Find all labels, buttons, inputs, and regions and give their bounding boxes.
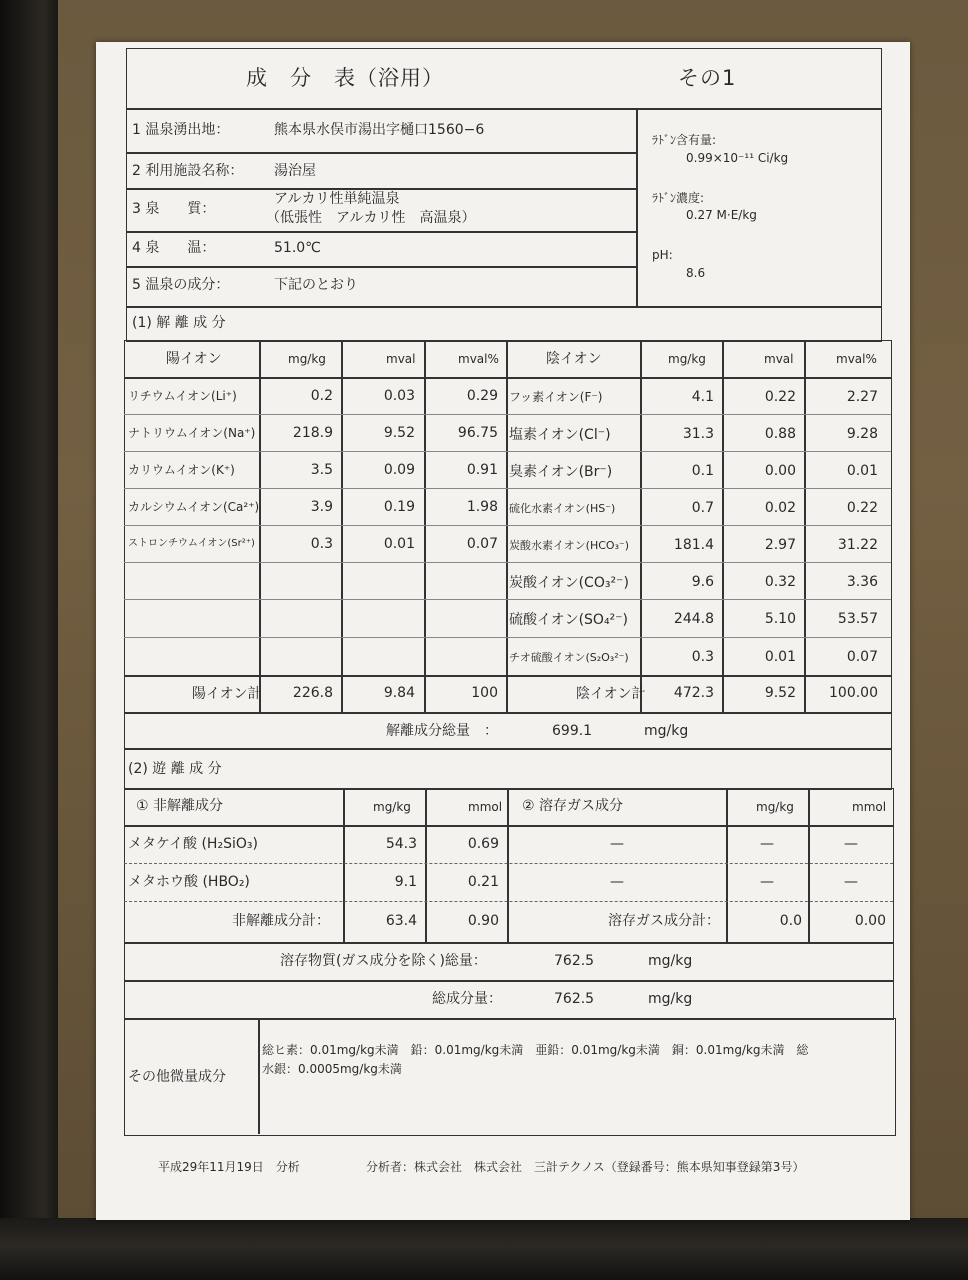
section2-title: (2) 遊 離 成 分 [128,761,222,777]
anion-row-pct: 2.27 [846,389,878,405]
anion-row-name: チオ硫酸イオン(S₂O₃²⁻) [509,651,629,664]
cation-row-mval: 9.52 [383,425,415,441]
info-facility-value: 湯治屋 [274,163,316,179]
cation-total-mg: 226.8 [292,685,333,701]
anion-row-pct: 3.36 [846,574,878,590]
cation-header-pct: mval% [458,352,499,366]
cation-row-mg: 0.2 [310,388,333,404]
nondiss-row-mg: 54.3 [385,836,417,852]
cation-header-mval: mval [386,352,416,366]
cation-row-mval: 0.01 [383,536,415,552]
anion-row-mg: 31.3 [682,426,714,442]
anion-row-mval: 2.97 [764,537,796,553]
nondiss-total-label: 非解離成分計： [232,913,330,929]
grand-total-label: 総成分量： [432,991,502,1007]
gas-total-mmol: 0.00 [854,913,886,929]
cation-row-name: カリウムイオン(K⁺) [128,463,235,477]
cation-header-name: 陽イオン [166,351,222,367]
cation-total-mval: 9.84 [383,685,415,701]
analysis-date: 平成29年11月19日 分析 [158,1160,300,1174]
info-components-label: 5 温泉の成分： [132,277,230,293]
solutes-total-box [124,942,894,982]
anion-row-pct: 31.22 [837,537,878,553]
frame-left-edge [0,0,58,1280]
anion-row-name: フッ素イオン(F⁻) [509,390,603,404]
cation-row-pct: 0.29 [466,388,498,404]
anion-row-pct: 0.22 [846,500,878,516]
trace-line-1: 総ヒ素：0.01mg/kg未満 鉛：0.01mg/kg未満 亜鉛：0.01mg/kg未満 銅：0.01mg/kg未満 総 [262,1043,809,1057]
gas-total-mg: 0.0 [779,913,802,929]
nondiss-total-mmol: 0.90 [467,913,499,929]
nondiss-row-mmol: 0.69 [467,836,499,852]
cation-header-mg: mg/kg [288,352,326,366]
anion-row-mval: 0.00 [764,463,796,479]
trace-label: その他微量成分 [128,1069,226,1085]
anion-row-name: 炭酸水素イオン(HCO₃⁻) [509,539,630,552]
cation-row-pct: 1.98 [466,499,498,515]
radon-conc-value: 0.27 M·E/kg [686,208,757,222]
section2-box [124,748,892,790]
anion-row-name: 炭酸イオン(CO₃²⁻) [509,575,629,591]
nondiss-row-name: メタケイ酸 (H₂SiO₃) [128,836,258,852]
grand-total-value: 762.5 [554,991,595,1007]
anion-row-mg: 0.3 [691,649,714,665]
gas-row-mmol: — [844,836,858,852]
anion-row-mval: 0.02 [764,500,796,516]
cation-row-name: ストロンチウムイオン(Sr²⁺) [128,538,255,549]
anion-header-name: 陰イオン [546,351,602,367]
gas-row-mg: — [760,836,774,852]
info-quality-value2: （低張性 アルカリ性 高温泉） [266,210,476,226]
anion-row-mg: 0.1 [691,463,714,479]
trace-line-2: 水銀：0.0005mg/kg未満 [262,1062,402,1076]
gas-row-name: — [610,836,624,852]
anion-total-pct: 100.00 [829,685,878,701]
anion-header-pct: mval% [836,352,877,366]
anion-row-mg: 181.4 [673,537,714,553]
nondiss-row-mg: 9.1 [394,874,417,890]
gas-header-mg: mg/kg [756,800,794,814]
nondiss-header-mmol: mmol [468,800,503,814]
trace-box [124,1018,896,1136]
anion-total-mval: 9.52 [764,685,796,701]
info-quality-value: アルカリ性単純温泉 [274,191,400,207]
analysis-sheet [96,42,910,1220]
cation-row-mg: 0.3 [310,536,333,552]
anion-total-mg: 472.3 [673,685,714,701]
ph-label: pH: [652,248,673,262]
radon-conc-label: ﾗﾄﾞﾝ濃度: [652,191,705,205]
dissociated-total-value: 699.1 [552,723,593,739]
solutes-total-label: 溶存物質(ガス成分を除く)総量： [280,953,487,969]
dissociated-total-box [124,712,892,750]
anion-total-label: 陰イオン計 [576,686,646,702]
anion-row-mg: 0.7 [691,500,714,516]
gas-header-name: ② 溶存ガス成分 [522,798,624,814]
anion-row-mg: 9.6 [691,574,714,590]
grand-total-box [124,980,894,1020]
cation-row-mval: 0.19 [383,499,415,515]
anion-row-pct: 53.57 [837,611,878,627]
cation-total-pct: 100 [471,685,498,701]
radon-content-value: 0.99×10⁻¹¹ Ci/kg [686,151,789,165]
gas-row-name: — [610,874,624,890]
nondiss-total-mg: 63.4 [385,913,417,929]
gas-row-mmol: — [844,874,858,890]
info-quality-label: 3 泉 質： [132,201,216,217]
sheet-title: 成 分 表（浴用） [246,66,444,90]
anion-row-name: 臭素イオン(Br⁻) [509,464,613,480]
analyst-info: 分析者：株式会社 株式会社 三計テクノス（登録番号：熊本県知事登録第3号） [366,1160,805,1174]
info-box [126,108,882,308]
anion-row-mval: 0.01 [764,649,796,665]
info-facility-label: 2 利用施設名称： [132,163,244,179]
anion-row-mval: 0.32 [764,574,796,590]
cation-row-mval: 0.03 [383,388,415,404]
nondiss-header-name: ① 非解離成分 [136,798,224,814]
cation-row-pct: 0.91 [466,462,498,478]
anion-row-mg: 4.1 [691,389,714,405]
cation-row-pct: 0.07 [466,536,498,552]
gas-total-label: 溶存ガス成分計： [608,913,720,929]
cation-row-name: ナトリウムイオン(Na⁺) [128,426,256,440]
cation-row-mg: 3.9 [310,499,333,515]
cation-row-pct: 96.75 [457,425,498,441]
nondiss-header-mg: mg/kg [373,800,411,814]
cation-row-name: カルシウムイオン(Ca²⁺) [128,500,260,514]
title-box [126,48,882,110]
solutes-total-unit: mg/kg [648,953,693,969]
ph-value: 8.6 [686,266,706,280]
anion-row-name: 硫化水素イオン(HS⁻) [509,502,616,515]
anion-row-pct: 0.07 [846,649,878,665]
nondiss-row-name: メタホウ酸 (HBO₂) [128,874,250,890]
dissociated-total-unit: mg/kg [644,723,689,739]
frame-bottom-edge [0,1218,968,1280]
gas-row-mg: — [760,874,774,890]
anion-row-mg: 244.8 [673,611,714,627]
anion-row-mval: 0.88 [764,426,796,442]
anion-row-pct: 0.01 [846,463,878,479]
info-components-value: 下記のとおり [274,277,358,293]
section1-box [126,306,882,342]
anion-header-mval: mval [764,352,794,366]
info-location-label: 1 温泉湧出地： [132,122,230,138]
radon-content-label: ﾗﾄﾞﾝ含有量: [652,133,717,147]
section1-title: (1) 解 離 成 分 [132,315,226,331]
grand-total-unit: mg/kg [648,991,693,1007]
solutes-total-value: 762.5 [554,953,595,969]
cation-row-mval: 0.09 [383,462,415,478]
dissociated-total-label: 解離成分総量 ： [386,723,498,739]
sheet-number: その1 [678,66,737,90]
anion-row-name: 塩素イオン(Cl⁻) [509,427,611,443]
cation-row-mg: 3.5 [310,462,333,478]
info-location-value: 熊本県水俣市湯出字樋口1560−6 [274,122,485,138]
cation-total-label: 陽イオン計 [192,686,262,702]
cation-row-name: リチウムイオン(Li⁺) [128,389,237,403]
anion-header-mg: mg/kg [668,352,706,366]
anion-row-name: 硫酸イオン(SO₄²⁻) [509,612,629,628]
anion-row-pct: 9.28 [846,426,878,442]
nondiss-row-mmol: 0.21 [467,874,499,890]
anion-row-mval: 5.10 [764,611,796,627]
info-temp-value: 51.0℃ [274,240,321,256]
gas-header-mmol: mmol [852,800,887,814]
anion-row-mval: 0.22 [764,389,796,405]
info-temp-label: 4 泉 温： [132,240,216,256]
cation-row-mg: 218.9 [292,425,333,441]
